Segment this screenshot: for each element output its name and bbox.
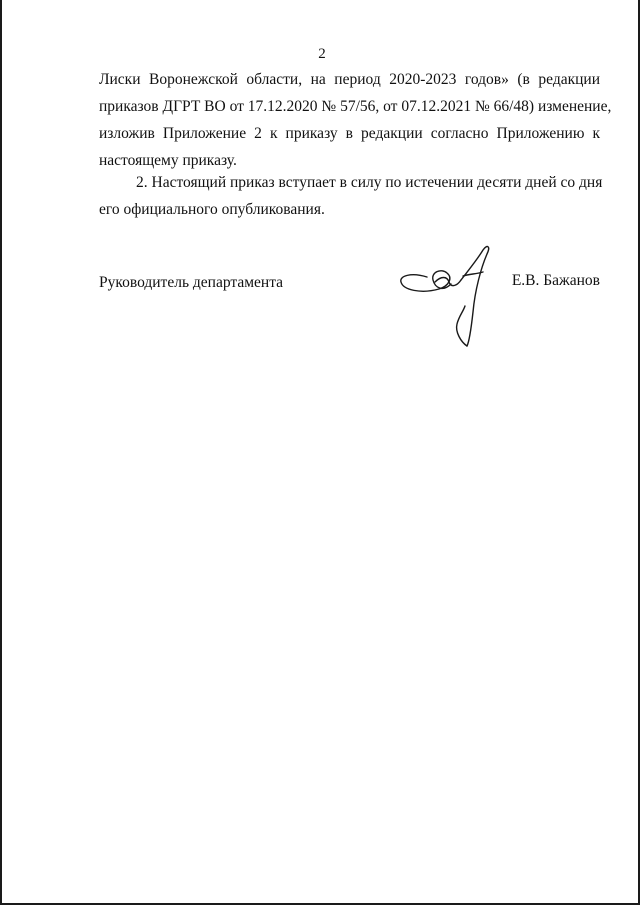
text-line: Лиски Воронежской области, на период 2020-2023 годов» (в редакции bbox=[99, 71, 600, 88]
paragraph-effective-date bbox=[99, 169, 603, 223]
page-number: 2 bbox=[318, 46, 326, 62]
text-line: изложив Приложение 2 к приказу в редакции согласно Приложению к bbox=[99, 125, 600, 142]
handwritten-signature bbox=[397, 242, 507, 352]
text-line: 2. Настоящий приказ вступает в силу по истечении десяти дней со дня bbox=[136, 174, 603, 191]
signatory-name: Е.В. Бажанов bbox=[511, 272, 600, 289]
text-line-indented bbox=[99, 169, 603, 196]
paragraph-continuation bbox=[99, 66, 612, 174]
text-line: настоящему приказу. bbox=[99, 152, 237, 169]
signatory-position: Руководитель департамента bbox=[99, 274, 284, 291]
signature-block bbox=[99, 272, 600, 352]
text-line: его официального опубликования. bbox=[99, 201, 325, 218]
text-line: приказов ДГРТ ВО от 17.12.2020 № 57/56, от 07.12.2021 № 66/48) изменение, bbox=[99, 98, 612, 115]
